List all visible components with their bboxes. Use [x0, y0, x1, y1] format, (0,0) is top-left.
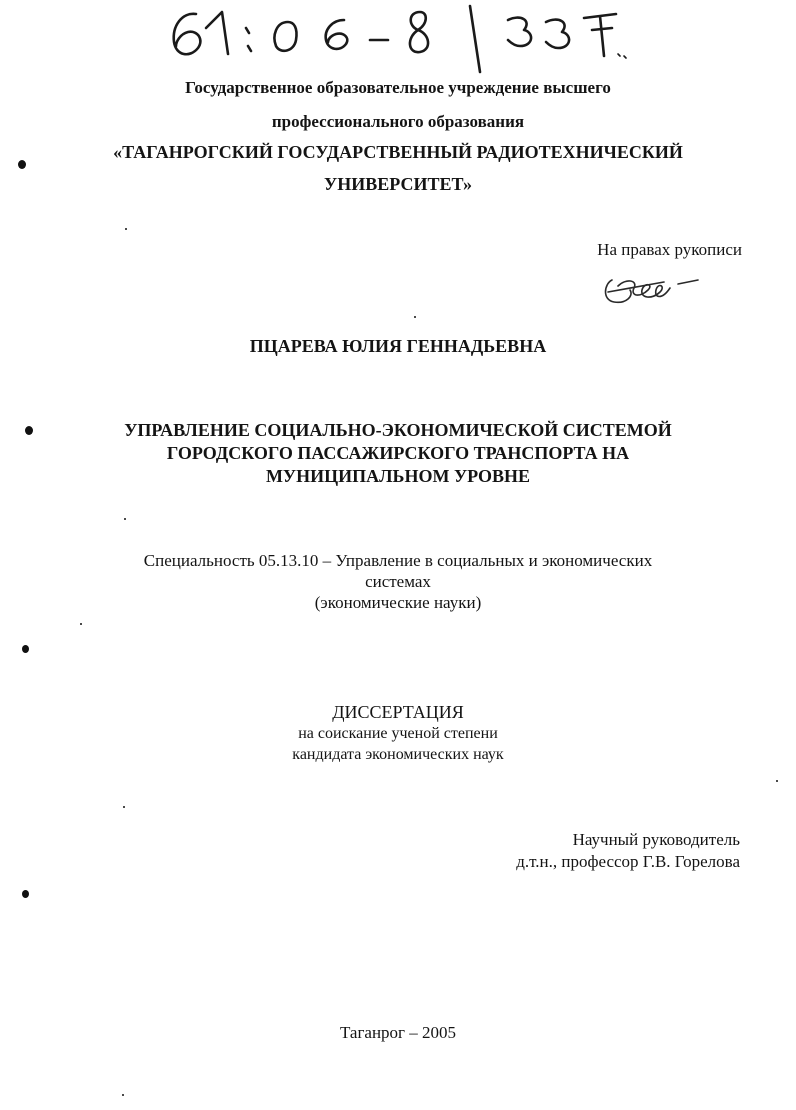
dissertation-line-1: на соискание ученой степени: [298, 725, 498, 742]
city-year-footer: Таганрог – 2005: [339, 1023, 457, 1042]
specialty-line-2: системах: [365, 572, 431, 591]
scan-dot: [776, 780, 778, 782]
scan-speck: [25, 426, 33, 435]
ink-dots: [618, 54, 626, 58]
thesis-title-line-1: УПРАВЛЕНИЕ СОЦИАЛЬНО-ЭКОНОМИЧЕСКОЙ СИСТЕМОЙ: [124, 420, 672, 440]
university-name-line-2: УНИВЕРСИТЕТ»: [324, 174, 472, 194]
scan-dot: [122, 1094, 124, 1096]
institution-line-1: Государственное образовательное учреждение высшего: [185, 78, 611, 97]
scan-dot: [124, 518, 126, 520]
specialty-line-3: (экономические науки): [314, 593, 482, 612]
colon-bottom-stroke: [248, 46, 251, 51]
digit-6-stroke: [174, 14, 201, 54]
digit-0-stroke: [275, 22, 297, 51]
supervisor-label: Научный руководитель: [572, 830, 740, 849]
scan-dot: [123, 806, 125, 808]
scan-speck: [22, 645, 29, 653]
scan-dot: [414, 316, 416, 318]
scan-speck: [18, 160, 26, 169]
slash-stroke: [470, 6, 480, 72]
digit-3-stroke: [508, 18, 531, 46]
supervisor-name: д.т.н., профессор Г.В. Горелова: [516, 852, 740, 871]
digit-3b-stroke: [546, 20, 569, 48]
dissertation-line-2: кандидата экономических наук: [292, 746, 504, 763]
digit-1-stroke: [206, 12, 228, 54]
handwritten-catalogue-number: [0, 0, 796, 80]
handwritten-signature: [600, 270, 710, 310]
signature-dash: [678, 280, 698, 284]
digit-8-stroke: [410, 12, 428, 52]
author-name: ПЦАРЕВА ЮЛИЯ ГЕННАДЬЕВНА: [249, 336, 547, 356]
digit-7-stroke: [584, 14, 616, 56]
dissertation-heading: ДИССЕРТАЦИЯ: [332, 702, 464, 722]
specialty-line-1: Специальность 05.13.10 – Управление в социальных и экономических: [143, 551, 653, 570]
thesis-title-line-2: ГОРОДСКОГО ПАССАЖИРСКОГО ТРАНСПОРТА НА: [166, 443, 630, 463]
digit-6b-stroke: [326, 20, 348, 49]
manuscript-note: На правах рукописи: [597, 240, 742, 259]
scan-speck: [22, 890, 29, 898]
scan-dot: [80, 623, 82, 625]
scan-dot: [125, 228, 127, 230]
university-name-line-1: «ТАГАНРОГСКИЙ ГОСУДАРСТВЕННЫЙ РАДИОТЕХНИЧЕСКИЙ: [113, 142, 683, 162]
institution-line-2: профессионального образования: [271, 112, 525, 131]
colon-top-stroke: [246, 28, 249, 33]
thesis-title-line-3: МУНИЦИПАЛЬНОМ УРОВНЕ: [265, 466, 531, 486]
